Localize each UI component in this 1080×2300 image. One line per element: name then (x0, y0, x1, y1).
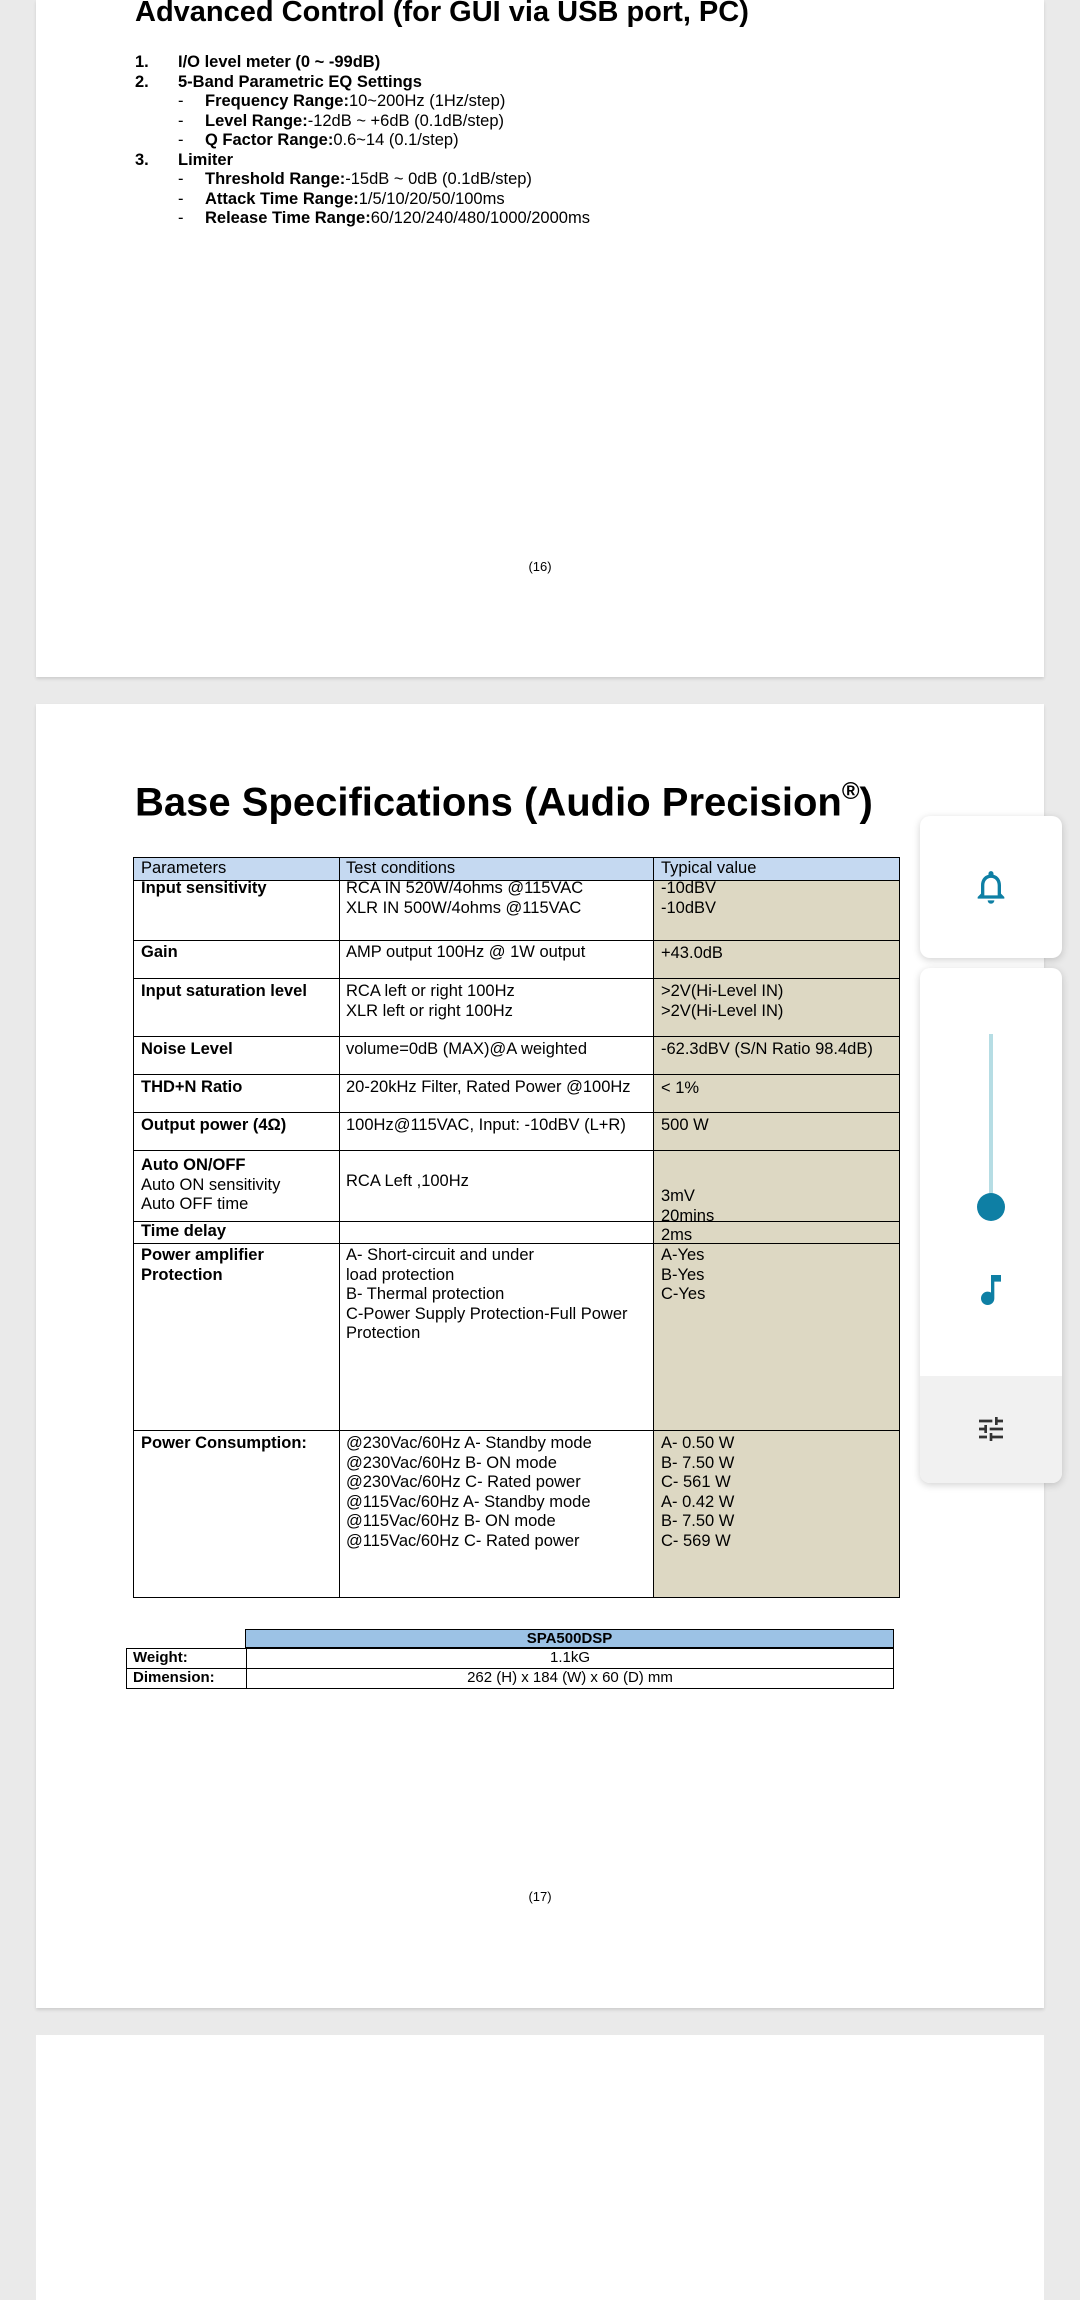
value-cell: >2V(Hi-Level IN) (661, 982, 784, 1000)
item-label: I/O level meter (0 ~ -99dB) (178, 53, 381, 71)
sub-item (135, 131, 590, 151)
condition-cell: B- Thermal protection (346, 1285, 505, 1303)
dash: - (178, 209, 184, 227)
value-cell: 500 W (661, 1116, 709, 1134)
item-number: 2. (135, 72, 149, 91)
volume-slider-track[interactable] (989, 1034, 993, 1211)
row-divider (134, 1243, 899, 1244)
dash: - (178, 92, 184, 110)
value-cell: +43.0dB (661, 944, 723, 962)
header-test-conditions: Test conditions (346, 859, 456, 877)
condition-cell: 100Hz@115VAC, Input: -10dBV (L+R) (346, 1116, 626, 1134)
value-cell: B- 7.50 W (661, 1453, 735, 1472)
sub-value: 0.6~14 (0.1/step) (333, 131, 459, 149)
sub-key: Threshold Range: (205, 170, 346, 188)
title-close: ) (859, 780, 873, 825)
spec-table (133, 857, 900, 1598)
sub-item (135, 209, 590, 229)
param-cell: Time delay (141, 1222, 226, 1240)
row-divider (134, 1074, 899, 1075)
row-label: Weight: (133, 1649, 188, 1666)
item-label: 5-Band Parametric EQ Settings (178, 72, 422, 91)
header-parameters: Parameters (141, 859, 227, 877)
row-label: Dimension: (133, 1669, 215, 1686)
sub-key: Release Time Range: (205, 209, 371, 227)
param-cell: THD+N Ratio (141, 1078, 243, 1096)
sub-key: Q Factor Range: (205, 131, 334, 149)
value-cell: 2ms (661, 1226, 693, 1244)
sub-item (135, 112, 590, 132)
sub-item (135, 170, 590, 190)
list-item (135, 53, 590, 73)
param-cell: Noise Level (141, 1040, 233, 1058)
section-title: Advanced Control (for GUI via USB port, PC) (135, 0, 749, 28)
equalizer-button[interactable] (920, 1376, 1062, 1483)
sub-value: 10~200Hz (1Hz/step) (348, 92, 506, 110)
list-item (135, 151, 590, 171)
sub-key: Attack Time Range: (205, 189, 359, 208)
value-cell: B-Yes (661, 1265, 705, 1284)
param-cell: Input sensitivity (141, 879, 267, 897)
table-row (126, 1668, 894, 1689)
param-cell: Auto ON sensitivity (141, 1175, 281, 1194)
param-cell: Power Consumption: (141, 1434, 307, 1452)
condition-cell: volume=0dB (MAX)@A weighted (346, 1040, 587, 1058)
row-value: 1.1kG (246, 1649, 893, 1668)
sub-item (135, 92, 590, 112)
sub-value: 60/120/240/480/1000/2000ms (370, 209, 590, 227)
value-cell: >2V(Hi-Level IN) (661, 1001, 784, 1020)
row-divider (134, 978, 899, 979)
pdf-page-17 (36, 704, 1044, 2008)
model-header: SPA500DSP (245, 1629, 894, 1648)
condition-cell: A- Short-circuit and under (346, 1246, 535, 1264)
pdf-page-16 (36, 0, 1044, 677)
param-cell: Input saturation level (141, 982, 307, 1000)
model-table (126, 1629, 894, 1692)
dash: - (178, 131, 184, 149)
music-note-icon[interactable] (971, 1270, 1011, 1310)
list-item (135, 73, 590, 93)
row-divider (134, 1430, 899, 1431)
title-text: Base Specifications (Audio Precision (135, 780, 842, 825)
table-header-bg (134, 858, 899, 880)
condition-cell: 20-20kHz Filter, Rated Power @100Hz (346, 1078, 631, 1096)
condition-cell: AMP output 100Hz @ 1W output (346, 943, 586, 961)
param-cell: Power amplifier (141, 1246, 264, 1264)
value-cell: B- 7.50 W (661, 1512, 735, 1530)
value-cell: -62.3dBV (S/N Ratio 98.4dB) (661, 1040, 873, 1058)
value-cell: 20mins (661, 1206, 715, 1225)
condition-cell: load protection (346, 1265, 455, 1284)
row-divider (134, 1221, 899, 1222)
value-cell: -10dBV (661, 898, 717, 917)
value-cell: A- 0.50 W (661, 1434, 735, 1452)
sub-key: Frequency Range: (205, 92, 349, 110)
condition-cell: RCA Left ,100Hz (346, 1172, 469, 1190)
condition-cell: @115Vac/60Hz B- ON mode (346, 1512, 556, 1530)
feature-list (135, 53, 590, 229)
equalizer-icon (975, 1413, 1007, 1445)
sub-value: 1/5/10/20/50/100ms (358, 189, 505, 208)
page-title (135, 780, 873, 825)
notification-panel (920, 816, 1062, 958)
row-value: 262 (H) x 184 (W) x 60 (D) mm (246, 1669, 893, 1688)
condition-cell: @115Vac/60Hz C- Rated power (346, 1531, 580, 1550)
condition-cell: RCA IN 520W/4ohms @115VAC (346, 879, 584, 897)
row-divider (134, 1036, 899, 1037)
sub-key: Level Range: (205, 111, 308, 130)
param-cell: Output power (4Ω) (141, 1116, 287, 1134)
condition-cell: XLR left or right 100Hz (346, 1001, 513, 1020)
condition-cell: @115Vac/60Hz A- Standby mode (346, 1492, 591, 1511)
value-cell: A-Yes (661, 1246, 705, 1264)
pdf-page-18 (36, 2035, 1044, 2300)
condition-cell: @230Vac/60Hz A- Standby mode (346, 1434, 592, 1452)
param-cell: Protection (141, 1265, 223, 1284)
param-cell: Auto OFF time (141, 1195, 249, 1213)
item-number: 3. (135, 150, 149, 169)
item-label: Limiter (178, 150, 234, 169)
row-divider (134, 1150, 899, 1151)
sub-item (135, 190, 590, 210)
condition-cell: @230Vac/60Hz C- Rated power (346, 1473, 581, 1491)
value-cell: 3mV (661, 1187, 695, 1205)
condition-cell: @230Vac/60Hz B- ON mode (346, 1453, 557, 1472)
registered-mark: ® (841, 778, 860, 805)
value-cell: < 1% (661, 1079, 700, 1097)
value-cell: -10dBV (661, 879, 717, 897)
dash: - (178, 189, 184, 208)
value-cell: C- 561 W (661, 1473, 731, 1491)
dash: - (178, 111, 184, 130)
condition-cell: XLR IN 500W/4ohms @115VAC (346, 898, 582, 917)
volume-slider-thumb[interactable] (977, 1193, 1005, 1221)
item-number: 1. (135, 53, 149, 71)
page-number: (16) (528, 559, 552, 574)
condition-cell: C-Power Supply Protection-Full Power (346, 1304, 628, 1323)
condition-cell: RCA left or right 100Hz (346, 982, 515, 1000)
param-cell: Auto ON/OFF (141, 1156, 246, 1174)
condition-cell: Protection (346, 1324, 421, 1342)
page-number: (17) (528, 1889, 552, 1904)
sub-value: -12dB ~ +6dB (0.1dB/step) (307, 111, 504, 130)
row-divider (134, 1112, 899, 1113)
column-divider (653, 858, 654, 1597)
sub-value: -15dB ~ 0dB (0.1dB/step) (345, 170, 532, 188)
audio-control-panel (920, 968, 1062, 1483)
row-divider (134, 940, 899, 941)
column-divider (339, 858, 340, 1597)
table-row (126, 1648, 894, 1669)
header-typical-value: Typical value (661, 859, 757, 877)
value-cell: C-Yes (661, 1285, 706, 1303)
dash: - (178, 170, 184, 188)
value-cell: A- 0.42 W (661, 1492, 735, 1511)
bell-icon[interactable] (971, 867, 1011, 907)
param-cell: Gain (141, 943, 178, 961)
value-cell: C- 569 W (661, 1531, 731, 1550)
